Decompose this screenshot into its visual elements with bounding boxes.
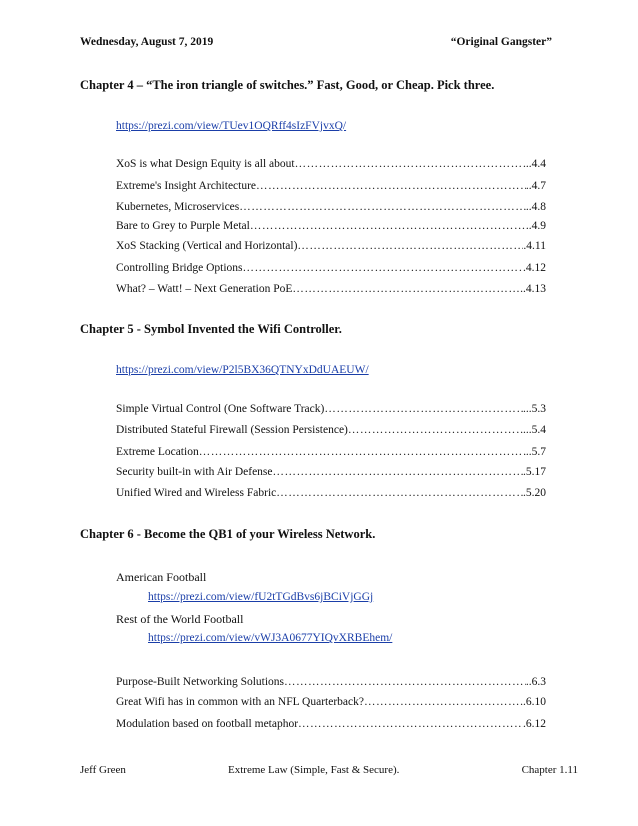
toc-entry-text: Kubernetes, Microservices xyxy=(116,201,240,213)
toc-entry[interactable] xyxy=(116,180,546,196)
toc-leader xyxy=(324,403,523,415)
toc-entry-page: ...5.3 xyxy=(523,403,546,415)
toc-entry-page: .4.11 xyxy=(523,240,546,252)
toc-entry-page: ..6.10 xyxy=(520,696,546,708)
toc-leader xyxy=(298,718,523,730)
toc-entry-page: ..4.8 xyxy=(525,201,546,213)
american-football-prezi-link[interactable]: https://prezi.com/view/fU2tTGdBvs6jBCiVjGGj xyxy=(148,591,374,603)
toc-entry-page: ..4.7 xyxy=(525,180,546,192)
toc-entry[interactable] xyxy=(116,466,546,482)
toc-entry-text: Extreme's Insight Architecture xyxy=(116,180,257,192)
chapter-4-prezi-link[interactable]: https://prezi.com/view/TUev1OQRff4sIzFVjvxQ/ xyxy=(116,120,347,132)
page-footer xyxy=(80,764,578,780)
toc-leader xyxy=(348,424,523,436)
toc-entry-text: Simple Virtual Control (One Software Track) xyxy=(116,403,325,415)
toc-entry-text: What? – Watt! – Next Generation PoE xyxy=(116,283,293,295)
toc-leader xyxy=(243,262,524,274)
page-header xyxy=(80,36,552,52)
toc-entry-page: .6.12 xyxy=(523,718,546,730)
toc-leader xyxy=(292,283,520,295)
toc-leader xyxy=(276,487,523,499)
toc-entry-text: XoS is what Design Equity is all about xyxy=(116,158,295,170)
toc-entry-text: Bare to Grey to Purple Metal xyxy=(116,220,250,232)
toc-entry-page: .5.17 xyxy=(523,466,546,478)
toc-entry-page: ..4.13 xyxy=(520,283,546,295)
toc-entry-text: Distributed Stateful Firewall (Session Persistence) xyxy=(116,424,348,436)
toc-entry[interactable] xyxy=(116,220,546,236)
toc-entry[interactable] xyxy=(116,201,546,217)
toc-entry-page: ...4.4 xyxy=(523,158,546,170)
header-title: “Original Gangster” xyxy=(450,36,552,48)
toc-entry[interactable] xyxy=(116,158,546,174)
toc-entry[interactable] xyxy=(116,696,546,712)
toc-entry[interactable] xyxy=(116,676,546,692)
toc-entry[interactable] xyxy=(116,718,546,734)
toc-entry-page: ..5.7 xyxy=(525,446,546,458)
footer-chapter-number: Chapter 1.11 xyxy=(521,764,578,776)
footer-book-title: Extreme Law (Simple, Fast & Secure). xyxy=(228,764,400,776)
toc-entry-page: .4.12 xyxy=(523,262,546,274)
toc-entry-text: Controlling Bridge Options xyxy=(116,262,243,274)
world-football-prezi-link[interactable]: https://prezi.com/view/vWJ3A0677YIQvXRBEhem/ xyxy=(148,632,393,644)
subsection-label: American Football xyxy=(116,570,207,584)
toc-entry-page: ..6.3 xyxy=(525,676,546,688)
toc-leader xyxy=(284,676,526,688)
toc-leader xyxy=(250,220,526,232)
toc-leader xyxy=(364,696,520,708)
toc-leader xyxy=(297,240,523,252)
toc-leader xyxy=(199,446,526,458)
chapter-5-title: Chapter 5 - Symbol Invented the Wifi Controller. xyxy=(80,322,342,336)
toc-entry-text: Purpose-Built Networking Solutions xyxy=(116,676,285,688)
toc-entry-text: Modulation based on football metaphor xyxy=(116,718,299,730)
toc-entry-page: ...5.4 xyxy=(523,424,546,436)
toc-entry[interactable] xyxy=(116,240,546,256)
chapter-5-prezi-link[interactable]: https://prezi.com/view/P2l5BX36QTNYxDdUAEUW/ xyxy=(116,364,369,376)
toc-entry[interactable] xyxy=(116,283,546,299)
toc-entry-text: Unified Wired and Wireless Fabric xyxy=(116,487,277,499)
toc-entry[interactable] xyxy=(116,487,546,503)
toc-entry-text: Great Wifi has in common with an NFL Quarterback? xyxy=(116,696,364,708)
toc-leader xyxy=(273,466,524,478)
chapter-4-title: Chapter 4 – “The iron triangle of switches.” Fast, Good, or Cheap. Pick three. xyxy=(80,78,495,92)
toc-entry[interactable] xyxy=(116,446,546,462)
chapter-6-title: Chapter 6 - Become the QB1 of your Wireless Network. xyxy=(80,527,376,541)
toc-entry-text: XoS Stacking (Vertical and Horizontal) xyxy=(116,240,298,252)
toc-entry-text: Security built-in with Air Defense xyxy=(116,466,273,478)
toc-entry[interactable] xyxy=(116,424,546,440)
toc-leader xyxy=(239,201,526,213)
footer-author: Jeff Green xyxy=(80,764,126,776)
toc-entry[interactable] xyxy=(116,262,546,278)
toc-entry-page: ..4.9 xyxy=(525,220,546,232)
toc-leader xyxy=(295,158,523,170)
header-date: Wednesday, August 7, 2019 xyxy=(80,36,214,48)
toc-entry-text: Extreme Location xyxy=(116,446,199,458)
subsection-label: Rest of the World Football xyxy=(116,612,244,626)
toc-entry[interactable] xyxy=(116,403,546,419)
toc-entry-page: .5.20 xyxy=(523,487,546,499)
toc-leader xyxy=(256,180,526,192)
